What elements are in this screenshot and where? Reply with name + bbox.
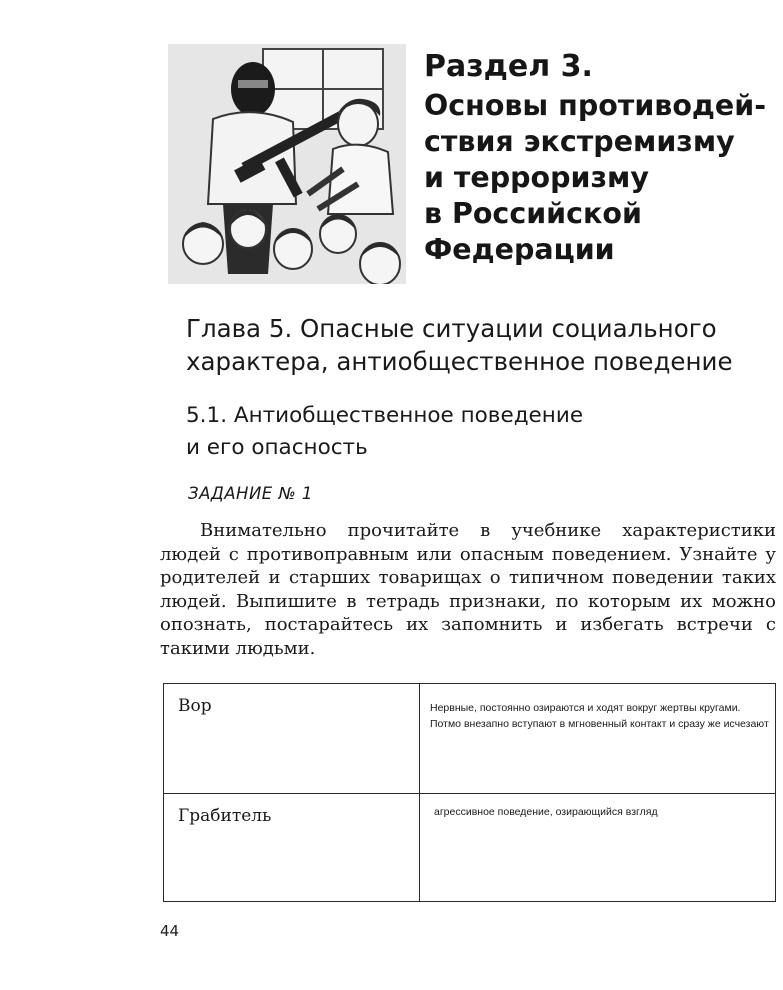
- row-label-robber: Грабитель: [178, 806, 272, 826]
- table-row: [164, 794, 776, 902]
- row-label-thief: Вор: [178, 696, 212, 716]
- row-answer-thief: Нервные, постоянно озираются и ходят вокруг жертвы кругами. Потмо внезапно вступают в мгновенный контакт и сразу же исчезают: [430, 702, 769, 730]
- section-label: Раздел 3.: [424, 49, 593, 84]
- table-cell-label: [164, 684, 420, 794]
- row-answer-robber: агрессивное поведение, озирающийся взгляд: [434, 806, 658, 818]
- page-number: 44: [160, 922, 180, 940]
- section-title: Основы противодей- ствия экстремизму и терроризму в Российской Федерации: [424, 89, 767, 266]
- task-title: ЗАДАНИЕ № 1: [188, 484, 313, 503]
- answer-table: [163, 683, 776, 902]
- table-cell-answer[interactable]: [420, 794, 776, 902]
- table-cell-answer[interactable]: [420, 684, 776, 794]
- chapter-title: Глава 5. Опасные ситуации социального характера, антиобщественное поведение: [186, 314, 733, 376]
- illustration-terrorist-hostages: [168, 44, 406, 284]
- section-illustration: [168, 44, 406, 284]
- table-cell-label: [164, 794, 420, 902]
- task-text: Внимательно прочитайте в учебнике характеристики людей с противоправным или опасным поведением. Узнайте у родителей и старших товарищах о типичном поведении таких людей. Выпишите в тетрадь признаки, по которым их можно опознать, постарайтесь их запомнить и избегать встречи с такими людьми.: [160, 520, 776, 659]
- subsection-title: 5.1. Антиобщественное поведение и его опасность: [186, 403, 584, 460]
- table-row: [164, 684, 776, 794]
